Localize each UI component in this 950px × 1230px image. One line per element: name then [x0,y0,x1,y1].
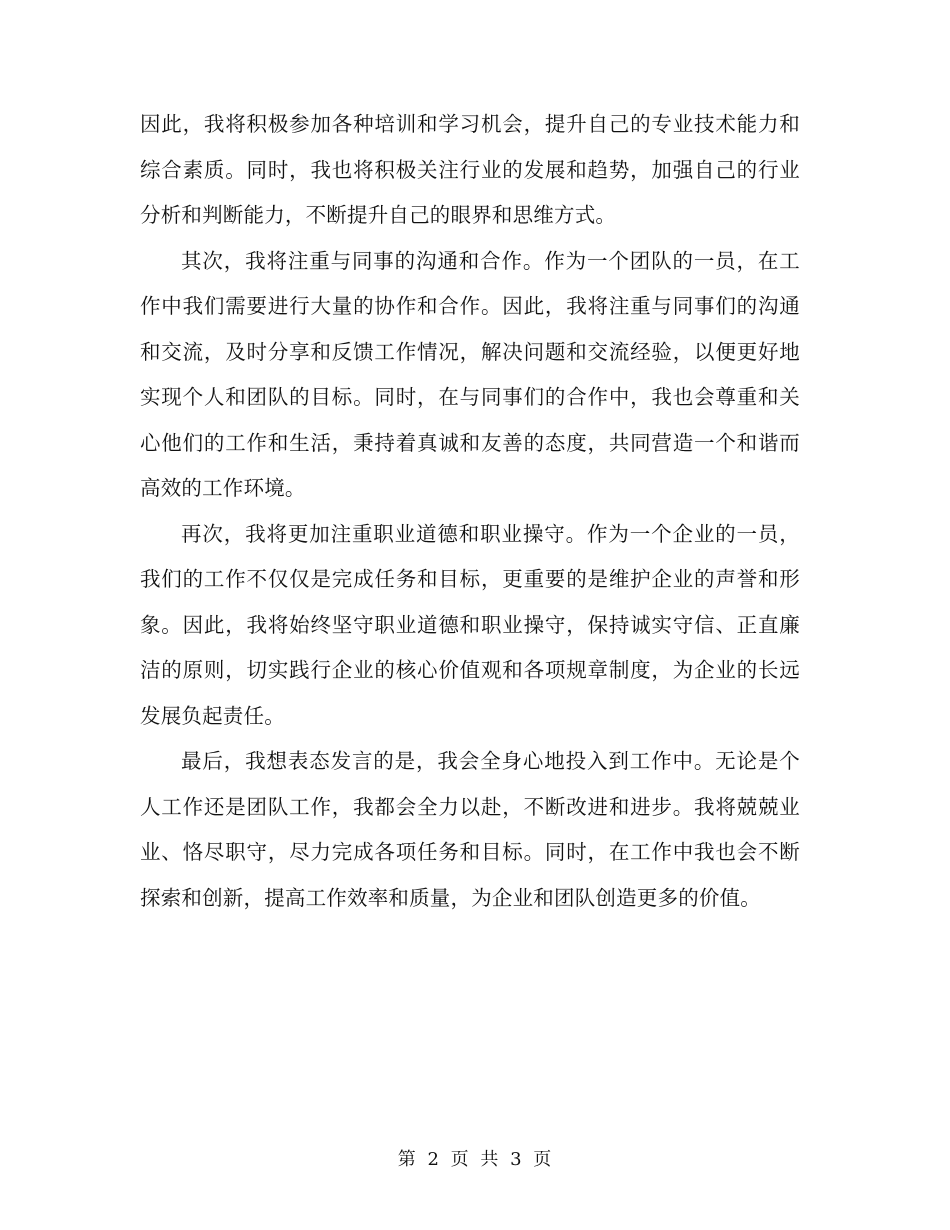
paragraph-ethics: 再次，我将更加注重职业道德和职业操守。作为一个企业的一员，我们的工作不仅仅是完成任务和目标，更重要的是维护企业的声誉和形象。因此，我将始终坚守职业道德和职业操守，保持诚实守信、正直廉洁的原则，切实践行企业的核心价值观和各项规章制度，为企业的长远发展负起责任。 [140,521,800,728]
paragraph-teamwork: 其次，我将注重与同事的沟通和合作。作为一个团队的一员，在工作中我们需要进行大量的协作和合作。因此，我将注重与同事们的沟通和交流，及时分享和反馈工作情况，解决问题和交流经验，以便更好地实现个人和团队的目标。同时，在与同事们的合作中，我也会尊重和关心他们的工作和生活，秉持着真诚和友善的态度，共同营造一个和谐而高效的工作环境。 [140,248,800,500]
document-body [140,102,800,921]
paragraph-commitment: 最后，我想表态发言的是，我会全身心地投入到工作中。无论是个人工作还是团队工作，我都会全力以赴，不断改进和进步。我将兢兢业业、恪尽职守，尽力完成各项任务和目标。同时，在工作中我也会不断探索和创新，提高工作效率和质量，为企业和团队创造更多的价值。 [140,749,800,910]
page-number-footer: 第 2 页 共 3 页 [397,1149,553,1170]
paragraph-training: 因此，我将积极参加各种培训和学习机会，提升自己的专业技术能力和综合素质。同时，我也将积极关注行业的发展和趋势，加强自己的行业分析和判断能力，不断提升自己的眼界和思维方式。 [140,112,800,227]
